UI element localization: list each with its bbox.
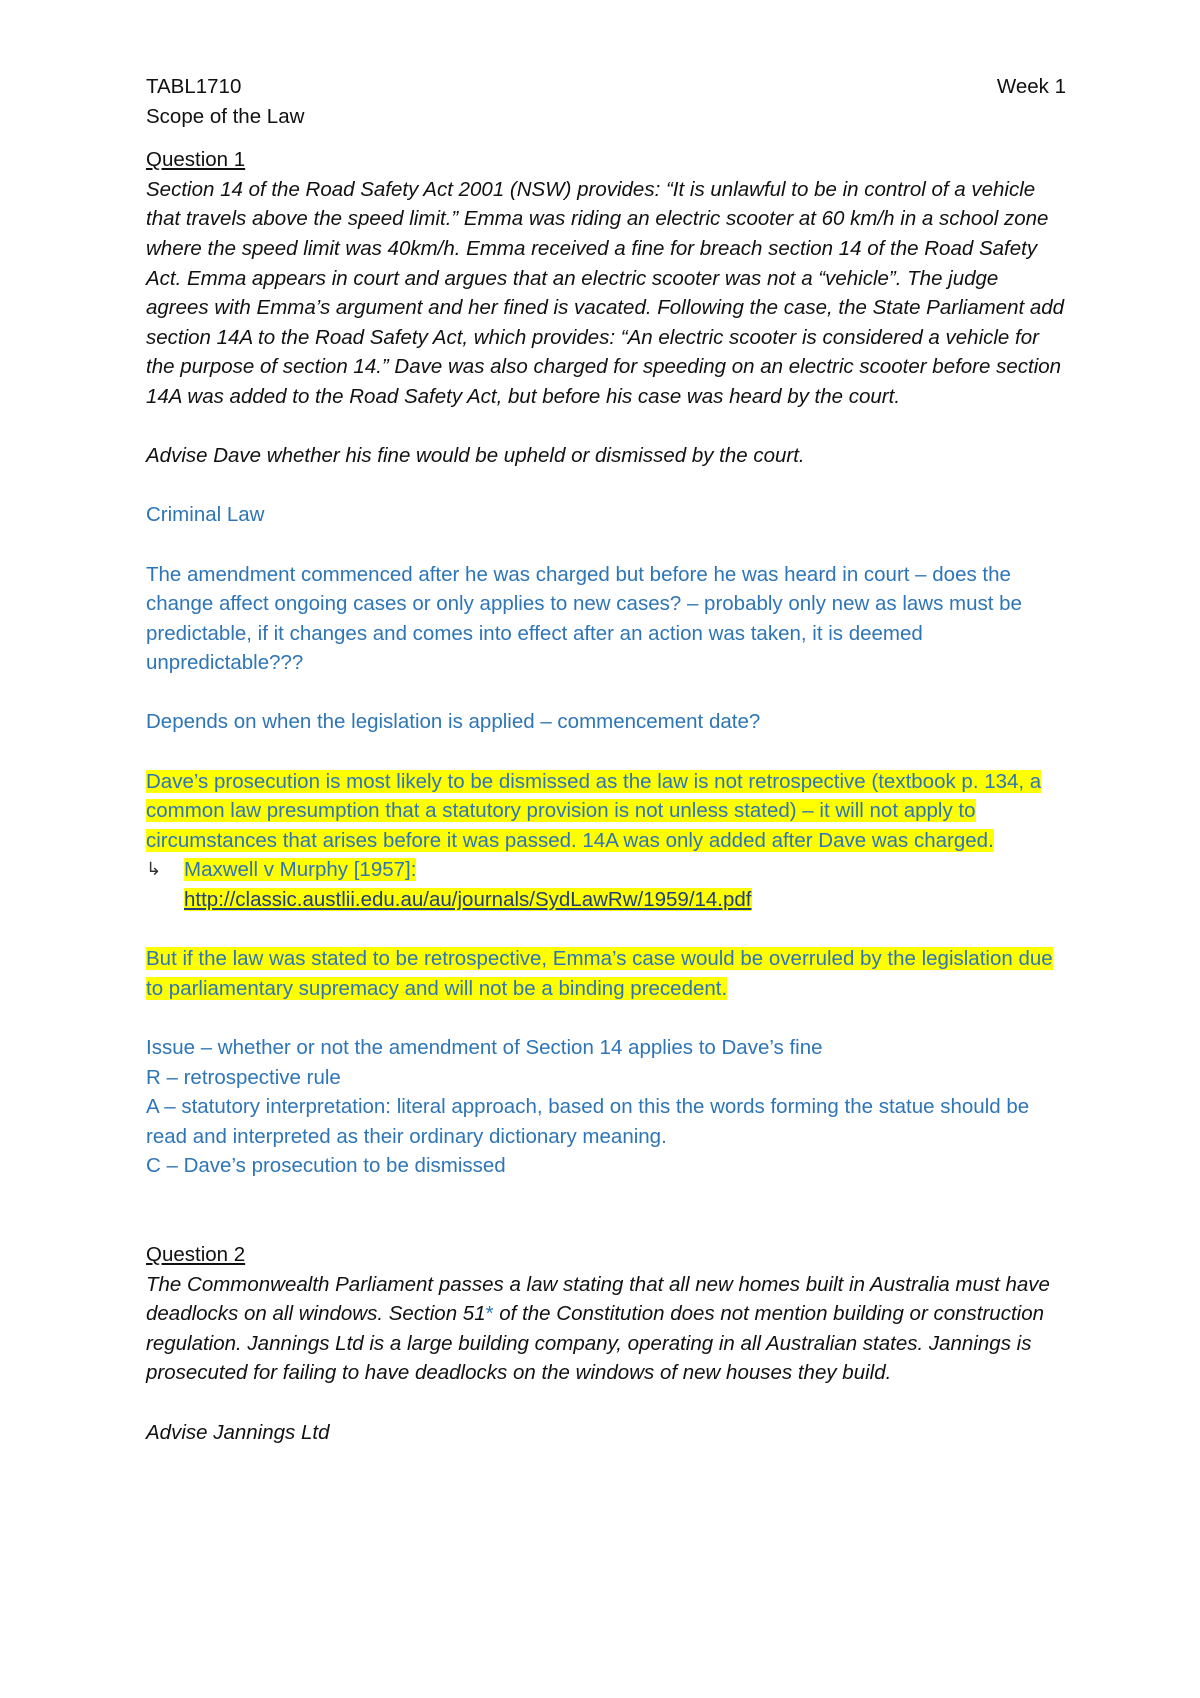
irac-issue: Issue – whether or not the amendment of Section 14 applies to Dave’s fine bbox=[146, 1036, 823, 1059]
irac-application: A – statutory interpretation: literal approach, based on this the words forming the statue should be read and interpreted as their ordinary dictionary meaning. bbox=[146, 1095, 1030, 1148]
irac-rule: R – retrospective rule bbox=[146, 1065, 341, 1089]
document-subtitle: Scope of the Law bbox=[146, 104, 305, 128]
irac-conclusion: C – Dave’s prosecution to be dismissed bbox=[146, 1154, 506, 1178]
case-reference bbox=[146, 855, 1066, 914]
highlighted-text: But if the law was stated to be retrospective, Emma’s case would be overruled by the legislation due to parliamentary supremacy and will not be a binding precedent. bbox=[146, 947, 1053, 1000]
week-label: Week 1 bbox=[996, 75, 1066, 98]
question-1-heading: Question 1 bbox=[146, 148, 246, 172]
question-2-text: The Commonwealth Parliament passes a law stating that all new homes built in Australia must have deadlocks on all windows. Section 51* of the Constitution does not mention building or construction regulation. Jannings Ltd is a large building company, operating in all Australian states. Jannings is prosecuted for failing to have deadlocks on the windows of new houses they build. bbox=[146, 1272, 1050, 1385]
case-link[interactable]: http://classic.austlii.edu.au/au/journals/SydLawRw/1959/14.pdf bbox=[184, 888, 752, 912]
question-1-text: Section 14 of the Road Safety Act 2001 (NSW) provides: “It is unlawful to be in control of a vehicle that travels above the speed limit.” Emma was riding an electric scooter at 60 km/h in a school zone where the speed limit was 40km/h. Emma received a fine for breach section 14 of the Road Safety Act. Emma appears in court and argues that an electric scooter was not a “vehicle”. The judge agrees with Emma’s argument and her fined is vacated. Following the case, the State Parliament add section 14A to the Road Safety Act, which provides: “An electric scooter is considered a vehicle for the purpose of section 14.” Dave was also charged for speeding on an electric scooter before section 14A was added to the Road Safety Act, but before his case was heard by the court. bbox=[146, 177, 1065, 408]
note-paragraph-3 bbox=[146, 767, 1066, 856]
question-2-heading: Question 2 bbox=[146, 1242, 246, 1266]
asterisk-mark: * bbox=[485, 1302, 494, 1326]
arrow-icon: ↳ bbox=[146, 859, 162, 880]
case-link-line bbox=[184, 885, 752, 915]
note-paragraph-2: Depends on when the legislation is applied – commencement date? bbox=[146, 710, 761, 734]
case-name: Maxwell v Murphy [1957]: bbox=[184, 858, 417, 882]
note-paragraph-1: The amendment commenced after he was charged but before he was heard in court – does the change affect ongoing cases or only applies to new cases? – probably only new as laws must be predictable, if it changes and comes into effect after an action was taken, it is deemed unpredictable??? bbox=[146, 562, 1022, 675]
highlighted-text: Dave’s prosecution is most likely to be dismissed as the law is not retrospective (textbook p. 134, a common law presumption that a statutory provision is not unless stated) – it will not apply to circumstances that arises before it was passed. 14A was only added after Dave was charged. bbox=[146, 769, 1042, 852]
question-2-instruction: Advise Jannings Ltd bbox=[146, 1420, 330, 1444]
note-paragraph-4 bbox=[146, 944, 1066, 1003]
course-code: TABL1710 bbox=[146, 75, 242, 98]
document-content bbox=[146, 72, 1066, 1447]
page-header bbox=[146, 72, 1066, 102]
case-name-line bbox=[184, 855, 752, 885]
area-of-law: Criminal Law bbox=[146, 503, 265, 527]
question-1-instruction: Advise Dave whether his fine would be upheld or dismissed by the court. bbox=[146, 444, 805, 468]
